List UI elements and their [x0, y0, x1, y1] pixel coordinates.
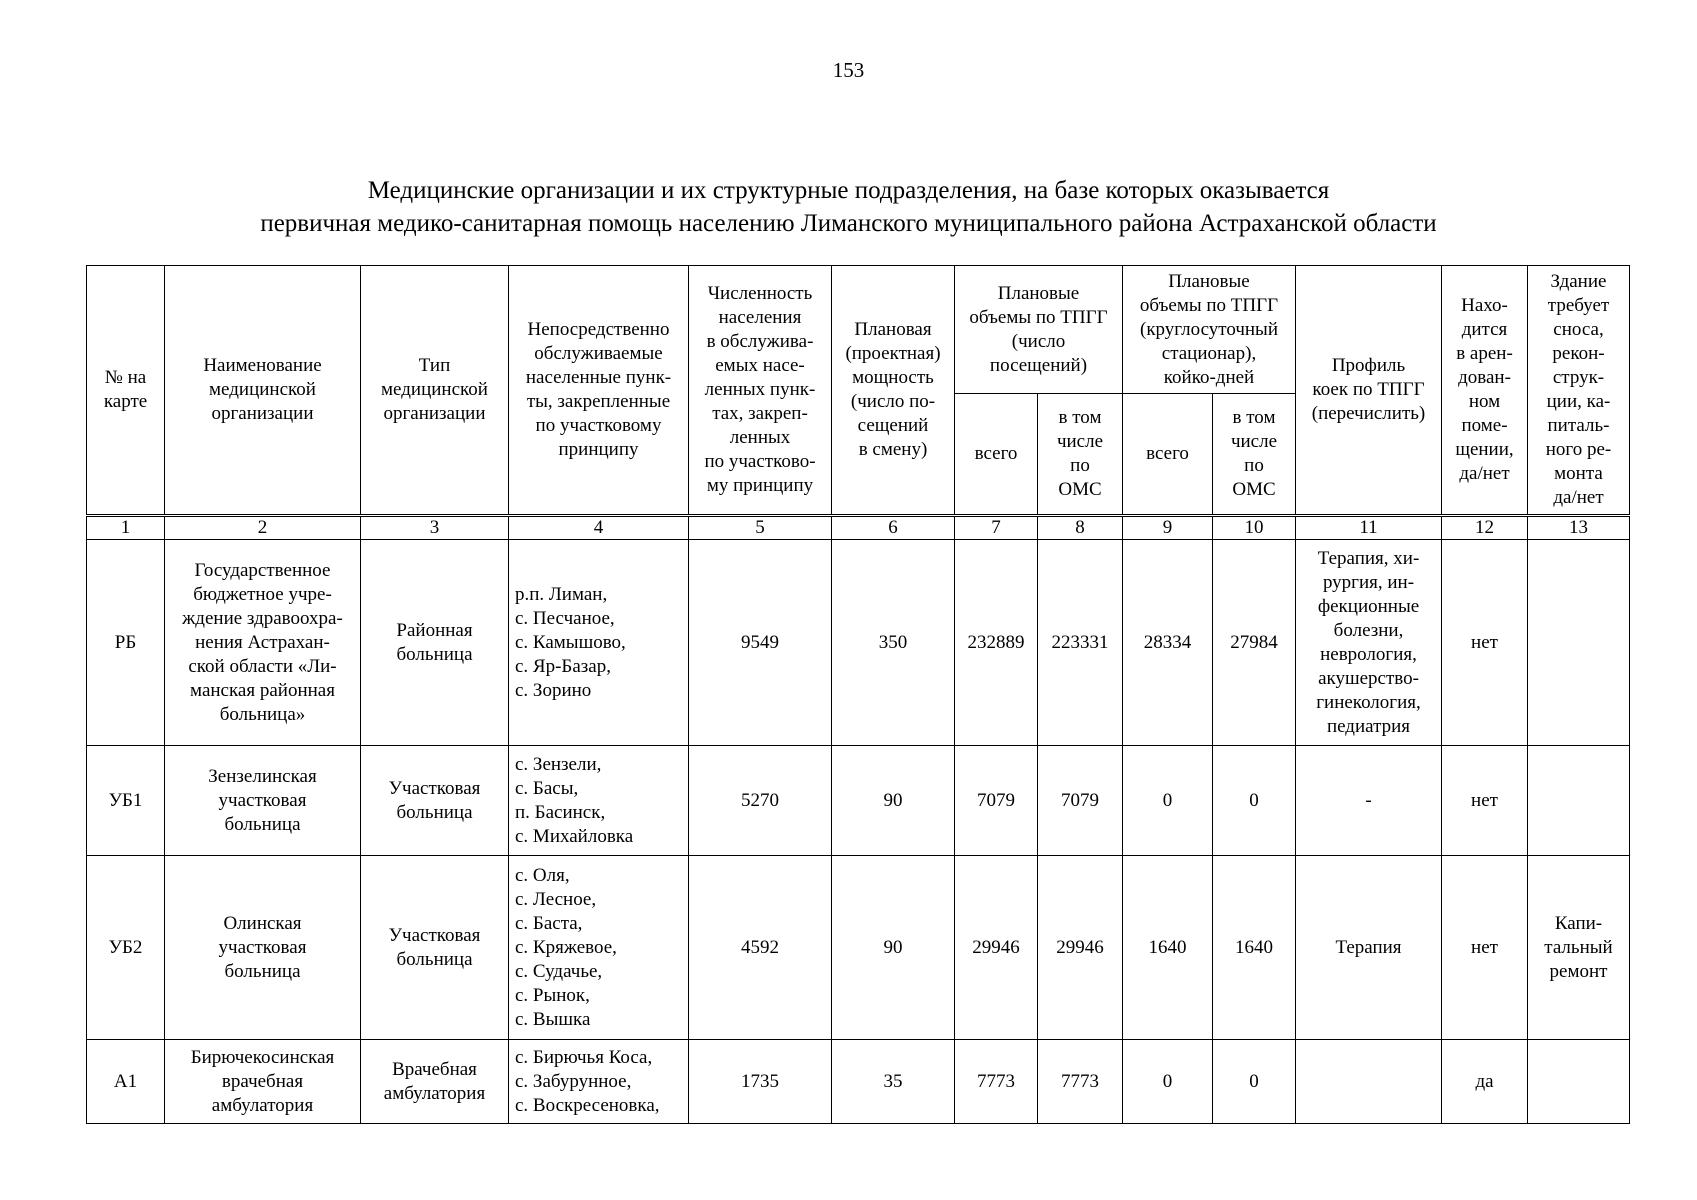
cell-beds-oms: 0 [1213, 1040, 1296, 1124]
cell-name: Зензелинская участковая больница [165, 746, 361, 856]
header-visits-oms: в том числе по ОМС [1038, 394, 1123, 516]
table-row [87, 540, 1630, 746]
column-number: 10 [1213, 516, 1296, 540]
cell-name: Государственное бюджетное учре- ждение здравоохра- нения Астрахан- ской области «Ли- манская районная больница» [165, 540, 361, 746]
cell-type: Участковая больница [361, 856, 509, 1040]
column-numbers-row [87, 516, 1630, 540]
cell-profile: - [1296, 746, 1442, 856]
cell-code: УБ1 [87, 746, 165, 856]
header-beds-oms: в том числе по ОМС [1213, 394, 1296, 516]
document-title [0, 174, 1697, 240]
column-number: 12 [1442, 516, 1528, 540]
cell-settlements: с. Бирючья Коса, с. Забурунное, с. Воскресеновка, [509, 1040, 689, 1124]
cell-settlements: с. Оля, с. Лесное, с. Баста, с. Кряжевое, с. Судачье, с. Рынок, с. Вышка [509, 856, 689, 1040]
cell-beds-oms: 1640 [1213, 856, 1296, 1040]
title-line-1: Медицинские организации и их структурные подразделения, на базе которых оказывается [367, 177, 1330, 204]
cell-rented: да [1442, 1040, 1528, 1124]
table-row [87, 856, 1630, 1040]
header-population: Численность населения в обслужива- емых насе- ленных пунк- тах, закреп- ленных по участково- му принципу [689, 266, 832, 516]
header-served-settlements: Непосредственно обслуживаемые населенные пунк- ты, закрепленные по участковому принципу [509, 266, 689, 516]
header-organization-name: Наименование медицинской организации [165, 266, 361, 516]
cell-profile [1296, 1040, 1442, 1124]
cell-beds-total: 0 [1123, 746, 1213, 856]
cell-visits-oms: 29946 [1038, 856, 1123, 1040]
cell-visits-oms: 7079 [1038, 746, 1123, 856]
column-number: 9 [1123, 516, 1213, 540]
cell-building [1528, 746, 1630, 856]
cell-type: Врачебная амбулатория [361, 1040, 509, 1124]
cell-population: 1735 [689, 1040, 832, 1124]
header-bed-profile: Профиль коек по ТПГГ (перечислить) [1296, 266, 1442, 516]
header-capacity: Плановая (проектная) мощность (число по- сещений в смену) [832, 266, 955, 516]
column-number: 8 [1038, 516, 1123, 540]
title-line-2: первичная медико-санитарная помощь населению Лиманского муниципального района Астраханской области [260, 210, 1437, 237]
cell-building [1528, 540, 1630, 746]
cell-population: 9549 [689, 540, 832, 746]
table-row [87, 1040, 1630, 1124]
cell-rented: нет [1442, 540, 1528, 746]
cell-type: Участковая больница [361, 746, 509, 856]
header-row-1 [87, 266, 1630, 394]
cell-beds-total: 28334 [1123, 540, 1213, 746]
cell-name: Олинская участковая больница [165, 856, 361, 1040]
header-planned-visits: Плановые объемы по ТПГГ (число посещений) [955, 266, 1123, 394]
cell-visits-total: 7773 [955, 1040, 1038, 1124]
column-number: 6 [832, 516, 955, 540]
header-planned-bed-days: Плановые объемы по ТПГГ (круглосуточный стационар), койко-дней [1123, 266, 1296, 394]
column-number: 1 [87, 516, 165, 540]
column-number: 3 [361, 516, 509, 540]
cell-beds-oms: 27984 [1213, 540, 1296, 746]
column-number: 2 [165, 516, 361, 540]
column-number: 5 [689, 516, 832, 540]
page-number: 153 [832, 58, 865, 82]
cell-population: 4592 [689, 856, 832, 1040]
cell-visits-total: 232889 [955, 540, 1038, 746]
cell-capacity: 90 [832, 856, 955, 1040]
header-visits-total: всего [955, 394, 1038, 516]
header-organization-type: Тип медицинской организации [361, 266, 509, 516]
cell-building: Капи- тальный ремонт [1528, 856, 1630, 1040]
cell-profile: Терапия [1296, 856, 1442, 1040]
cell-visits-total: 7079 [955, 746, 1038, 856]
cell-capacity: 35 [832, 1040, 955, 1124]
cell-code: УБ2 [87, 856, 165, 1040]
cell-settlements: р.п. Лиман, с. Песчаное, с. Камышово, с. Яр-Базар, с. Зорино [509, 540, 689, 746]
cell-name: Бирючекосинская врачебная амбулатория [165, 1040, 361, 1124]
column-number: 13 [1528, 516, 1630, 540]
header-beds-total: всего [1123, 394, 1213, 516]
cell-profile: Терапия, хи- рургия, ин- фекционные болезни, неврология, акушерство- гинекология, педиатрия [1296, 540, 1442, 746]
column-number: 7 [955, 516, 1038, 540]
column-number: 4 [509, 516, 689, 540]
cell-visits-oms: 223331 [1038, 540, 1123, 746]
cell-beds-oms: 0 [1213, 746, 1296, 856]
cell-building [1528, 1040, 1630, 1124]
cell-population: 5270 [689, 746, 832, 856]
cell-code: А1 [87, 1040, 165, 1124]
medical-organizations-table [86, 265, 1630, 1124]
cell-beds-total: 1640 [1123, 856, 1213, 1040]
cell-rented: нет [1442, 856, 1528, 1040]
header-map-number: № на карте [87, 266, 165, 516]
column-number: 11 [1296, 516, 1442, 540]
cell-type: Районная больница [361, 540, 509, 746]
cell-capacity: 90 [832, 746, 955, 856]
cell-beds-total: 0 [1123, 1040, 1213, 1124]
cell-visits-oms: 7773 [1038, 1040, 1123, 1124]
cell-capacity: 350 [832, 540, 955, 746]
cell-visits-total: 29946 [955, 856, 1038, 1040]
cell-rented: нет [1442, 746, 1528, 856]
cell-settlements: с. Зензели, с. Басы, п. Басинск, с. Михайловка [509, 746, 689, 856]
header-building-state: Здание требует сноса, рекон- струк- ции, ка- питаль- ного ре- монта да/нет [1528, 266, 1630, 516]
header-rented: Нахо- дится в арен- дован- ном поме- щении, да/нет [1442, 266, 1528, 516]
table-row [87, 746, 1630, 856]
cell-code: РБ [87, 540, 165, 746]
